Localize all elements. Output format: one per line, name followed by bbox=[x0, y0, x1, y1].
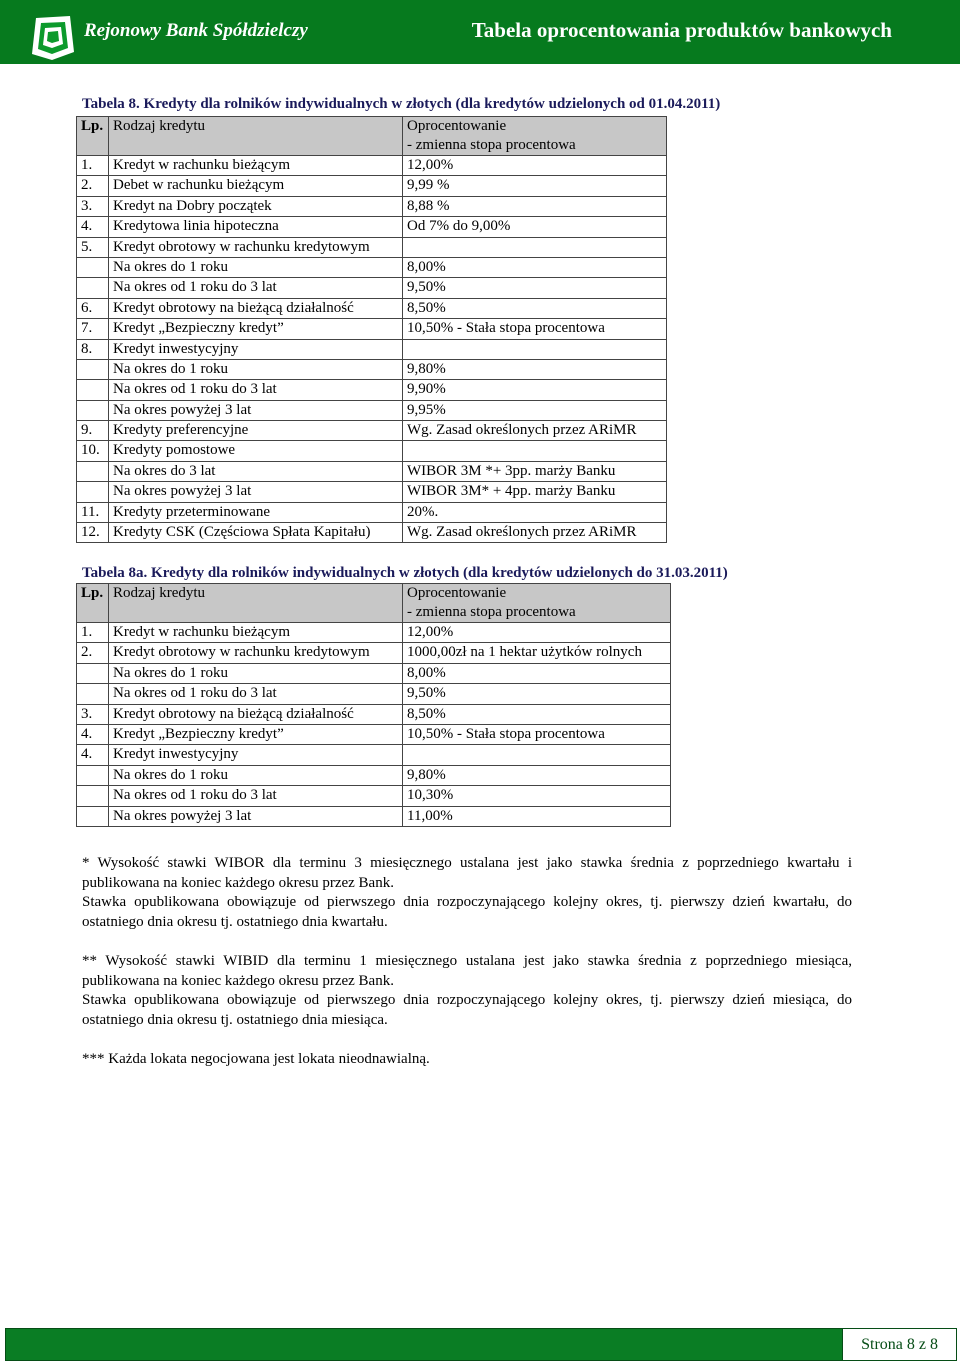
note-wibor-text: * Wysokość stawki WIBOR dla terminu 3 miesięcznego ustalana jest jako stawka średnia z poprzedniego kwartału i publikowana na koniec każdego okresu przez Bank. bbox=[82, 855, 852, 891]
header-rate-sub: - zmienna stopa procentowa bbox=[407, 137, 576, 153]
cell-rate: 10,50% - Stała stopa procentowa bbox=[403, 724, 671, 744]
cell-rate: 8,88 % bbox=[403, 196, 667, 216]
table-row bbox=[77, 684, 671, 704]
cell-lp bbox=[77, 400, 109, 420]
cell-lp: 9. bbox=[77, 421, 109, 441]
rates-table-8a bbox=[76, 583, 671, 827]
cell-name: Na okres do 1 roku bbox=[109, 257, 403, 277]
table-row bbox=[77, 237, 667, 257]
table-row bbox=[77, 196, 667, 216]
cell-lp: 3. bbox=[77, 704, 109, 724]
table-row bbox=[77, 502, 667, 522]
header-rate-label: Oprocentowanie bbox=[407, 118, 507, 134]
cell-rate: 9,90% bbox=[403, 380, 667, 400]
header-rate bbox=[403, 584, 671, 623]
table-row bbox=[77, 704, 671, 724]
table-row bbox=[77, 339, 667, 359]
table-row bbox=[77, 806, 671, 826]
cell-lp: 4. bbox=[77, 217, 109, 237]
header-lp: Lp. bbox=[77, 117, 109, 156]
cell-name: Kredyt obrotowy w rachunku kredytowym bbox=[109, 237, 403, 257]
table-header-row bbox=[77, 584, 671, 623]
cell-rate: Wg. Zasad określonych przez ARiMR bbox=[403, 523, 667, 543]
cell-lp bbox=[77, 786, 109, 806]
cell-lp bbox=[77, 684, 109, 704]
cell-rate: 9,80% bbox=[403, 359, 667, 379]
cell-lp bbox=[77, 663, 109, 683]
table-row bbox=[77, 400, 667, 420]
cell-name: Na okres do 1 roku bbox=[109, 663, 403, 683]
document-title: Tabela oprocentowania produktów bankowych bbox=[471, 18, 892, 42]
cell-rate: WIBOR 3M *+ 3pp. marży Banku bbox=[403, 461, 667, 481]
cell-rate: 9,50% bbox=[403, 684, 671, 704]
cell-rate bbox=[403, 745, 671, 765]
cell-lp bbox=[77, 257, 109, 277]
table-header-row bbox=[77, 117, 667, 156]
bank-name: Rejonowy Bank Spółdzielczy bbox=[84, 20, 308, 41]
note-wibid-validity: Stawka opublikowana obowiązuje od pierwszego dnia rozpoczynającego kolejny okres, tj. pierwszy dzień miesiąca, do ostatniego dnia okresu tj. ostatniego dnia miesiąca. bbox=[82, 992, 852, 1028]
table-row bbox=[77, 623, 671, 643]
cell-rate: 9,99 % bbox=[403, 176, 667, 196]
cell-lp: 4. bbox=[77, 724, 109, 744]
cell-name: Kredyt obrotowy w rachunku kredytowym bbox=[109, 643, 403, 663]
note-lokata-text: *** Każda lokata negocjowana jest lokata nieodnawialną. bbox=[82, 1051, 430, 1067]
note-wibid bbox=[82, 952, 852, 1030]
note-wibor bbox=[82, 854, 852, 932]
cell-name: Debet w rachunku bieżącym bbox=[109, 176, 403, 196]
cell-rate: 8,00% bbox=[403, 663, 671, 683]
cell-lp bbox=[77, 461, 109, 481]
cell-name: Na okres od 1 roku do 3 lat bbox=[109, 786, 403, 806]
cell-rate bbox=[403, 237, 667, 257]
header-name: Rodzaj kredytu bbox=[109, 584, 403, 623]
table-row bbox=[77, 786, 671, 806]
cell-rate bbox=[403, 339, 667, 359]
cell-name: Kredyt „Bezpieczny kredyt” bbox=[109, 319, 403, 339]
cell-rate: 11,00% bbox=[403, 806, 671, 826]
bank-logo-icon bbox=[28, 12, 78, 62]
cell-name: Kredyt na Dobry początek bbox=[109, 196, 403, 216]
cell-lp bbox=[77, 482, 109, 502]
table-row bbox=[77, 257, 667, 277]
cell-name: Na okres do 1 roku bbox=[109, 765, 403, 785]
cell-name: Kredyt inwestycyjny bbox=[109, 339, 403, 359]
table-row bbox=[77, 156, 667, 176]
cell-rate: Od 7% do 9,00% bbox=[403, 217, 667, 237]
table-row bbox=[77, 278, 667, 298]
cell-name: Kredyty przeterminowane bbox=[109, 502, 403, 522]
table-row bbox=[77, 319, 667, 339]
cell-name: Kredyty pomostowe bbox=[109, 441, 403, 461]
cell-name: Kredyt inwestycyjny bbox=[109, 745, 403, 765]
table-row bbox=[77, 461, 667, 481]
cell-rate: 10,50% - Stała stopa procentowa bbox=[403, 319, 667, 339]
table-8-title: Tabela 8. Kredyty dla rolników indywidualnych w złotych (dla kredytów udzielonych od 01.04.2011) bbox=[82, 96, 721, 112]
cell-name: Na okres od 1 roku do 3 lat bbox=[109, 380, 403, 400]
cell-lp: 2. bbox=[77, 176, 109, 196]
cell-rate: WIBOR 3M* + 4pp. marży Banku bbox=[403, 482, 667, 502]
cell-lp bbox=[77, 765, 109, 785]
table-row bbox=[77, 176, 667, 196]
cell-name: Na okres do 3 lat bbox=[109, 461, 403, 481]
table-row bbox=[77, 765, 671, 785]
header-rate bbox=[403, 117, 667, 156]
cell-rate: 8,00% bbox=[403, 257, 667, 277]
cell-name: Kredyty CSK (Częściowa Spłata Kapitału) bbox=[109, 523, 403, 543]
cell-rate: 9,50% bbox=[403, 278, 667, 298]
cell-name: Na okres powyżej 3 lat bbox=[109, 482, 403, 502]
cell-lp: 6. bbox=[77, 298, 109, 318]
cell-lp: 5. bbox=[77, 237, 109, 257]
cell-name: Na okres powyżej 3 lat bbox=[109, 400, 403, 420]
table-row bbox=[77, 482, 667, 502]
cell-rate: 8,50% bbox=[403, 298, 667, 318]
cell-lp: 4. bbox=[77, 745, 109, 765]
page-header bbox=[0, 0, 960, 64]
cell-name: Kredyt w rachunku bieżącym bbox=[109, 156, 403, 176]
cell-lp bbox=[77, 806, 109, 826]
cell-rate bbox=[403, 441, 667, 461]
cell-name: Kredyty preferencyjne bbox=[109, 421, 403, 441]
cell-lp bbox=[77, 380, 109, 400]
note-wibor-validity: Stawka opublikowana obowiązuje od pierwszego dnia rozpoczynającego kolejny okres, tj. pierwszy dzień kwartału, do ostatniego dnia okresu tj. ostatniego dnia kwartału. bbox=[82, 894, 852, 930]
table-row bbox=[77, 724, 671, 744]
cell-name: Na okres powyżej 3 lat bbox=[109, 806, 403, 826]
table-row bbox=[77, 523, 667, 543]
table-row bbox=[77, 359, 667, 379]
cell-lp bbox=[77, 359, 109, 379]
header-rate-label: Oprocentowanie bbox=[407, 585, 507, 601]
table-row bbox=[77, 643, 671, 663]
table-row bbox=[77, 217, 667, 237]
cell-rate: 1000,00zł na 1 hektar użytków rolnych bbox=[403, 643, 671, 663]
cell-name: Kredyt w rachunku bieżącym bbox=[109, 623, 403, 643]
cell-rate: 8,50% bbox=[403, 704, 671, 724]
header-rate-sub: - zmienna stopa procentowa bbox=[407, 604, 576, 620]
cell-rate: Wg. Zasad określonych przez ARiMR bbox=[403, 421, 667, 441]
table-row bbox=[77, 380, 667, 400]
cell-lp: 12. bbox=[77, 523, 109, 543]
cell-name: Kredyt obrotowy na bieżącą działalność bbox=[109, 704, 403, 724]
cell-lp bbox=[77, 278, 109, 298]
cell-name: Kredyt obrotowy na bieżącą działalność bbox=[109, 298, 403, 318]
cell-lp: 8. bbox=[77, 339, 109, 359]
cell-lp: 1. bbox=[77, 156, 109, 176]
cell-lp: 10. bbox=[77, 441, 109, 461]
cell-lp: 2. bbox=[77, 643, 109, 663]
cell-rate: 20%. bbox=[403, 502, 667, 522]
cell-lp: 11. bbox=[77, 502, 109, 522]
page-number: Strona 8 z 8 bbox=[842, 1329, 956, 1360]
page-footer bbox=[5, 1328, 957, 1361]
cell-name: Na okres od 1 roku do 3 lat bbox=[109, 684, 403, 704]
rates-table-8 bbox=[76, 116, 667, 543]
table-row bbox=[77, 298, 667, 318]
table-row bbox=[77, 745, 671, 765]
table-row bbox=[77, 421, 667, 441]
cell-name: Na okres od 1 roku do 3 lat bbox=[109, 278, 403, 298]
cell-rate: 12,00% bbox=[403, 156, 667, 176]
header-name: Rodzaj kredytu bbox=[109, 117, 403, 156]
note-wibid-text: ** Wysokość stawki WIBID dla terminu 1 miesięcznego ustalana jest jako stawka średnia z poprzedniego miesiąca, publikowana na koniec każdego okresu przez Bank. bbox=[82, 953, 852, 989]
table-row bbox=[77, 441, 667, 461]
cell-name: Kredyt „Bezpieczny kredyt” bbox=[109, 724, 403, 744]
table-8a-title: Tabela 8a. Kredyty dla rolników indywidualnych w złotych (dla kredytów udzielonych do 31.03.2011) bbox=[82, 565, 728, 581]
cell-rate: 12,00% bbox=[403, 623, 671, 643]
cell-name: Kredytowa linia hipoteczna bbox=[109, 217, 403, 237]
table-row bbox=[77, 663, 671, 683]
cell-rate: 9,95% bbox=[403, 400, 667, 420]
cell-lp: 3. bbox=[77, 196, 109, 216]
cell-lp: 7. bbox=[77, 319, 109, 339]
cell-name: Na okres do 1 roku bbox=[109, 359, 403, 379]
cell-lp: 1. bbox=[77, 623, 109, 643]
note-lokata bbox=[82, 1050, 852, 1070]
header-lp: Lp. bbox=[77, 584, 109, 623]
cell-rate: 9,80% bbox=[403, 765, 671, 785]
cell-rate: 10,30% bbox=[403, 786, 671, 806]
